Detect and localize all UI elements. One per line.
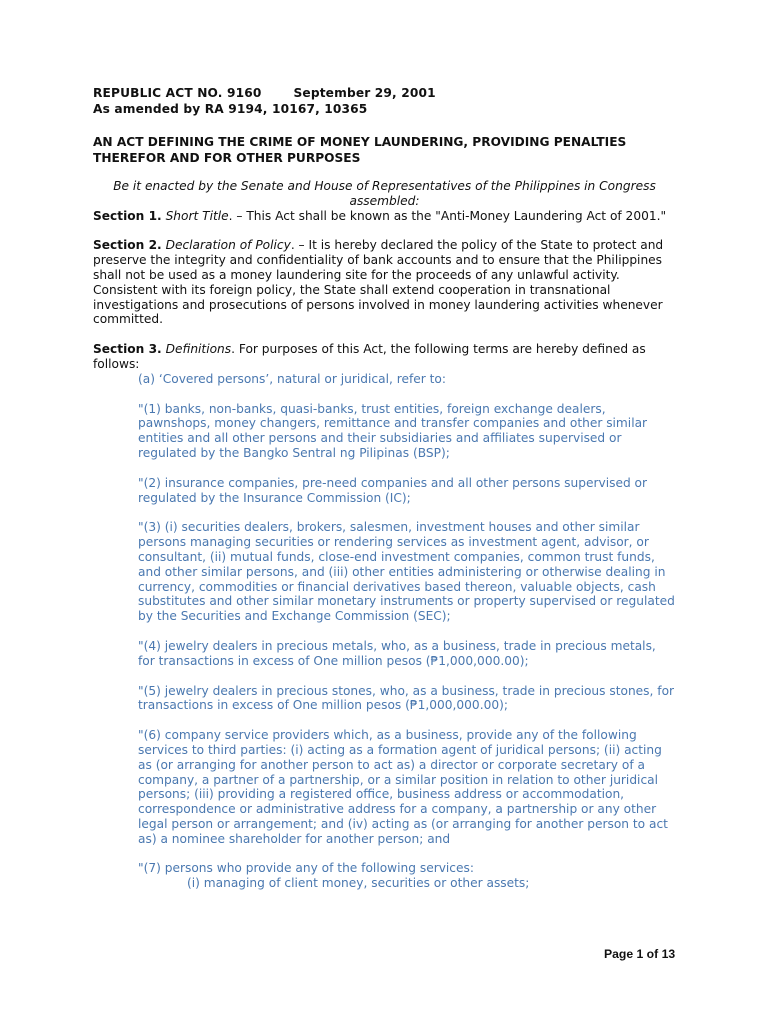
section-2-label: Section 2. — [93, 238, 162, 253]
covered-item-6: "(6) company service providers which, as a business, provide any of the following services to third parties: (i) acting as a formation agent of juridical persons; (ii) acting as (or arranging for another person to act as) a director or corporate secretary of a company, a partner of a partnership, or a similar position in relation to other juridical persons; (iii) providing a registered office, business address or accommodation, correspondence or administrative address for a company, a partnership or any other legal person or arrangement; and (iv) acting as (or arranging for another person to act as) a nominee shareholder for another person; and — [138, 728, 668, 846]
enacting-clause: Be it enacted by the Senate and House of Representatives of the Philippines in Congress assembled: — [113, 179, 656, 208]
section-1-heading: Short Title — [165, 208, 229, 223]
document-page — [93, 86, 676, 891]
section-1 — [93, 209, 676, 224]
covered-persons-clause: (a) ‘Covered persons’, natural or juridical, refer to: — [138, 371, 446, 386]
covered-item-2: "(2) insurance companies, pre-need companies and all other persons supervised or regulated by the Insurance Commission (IC); — [138, 475, 648, 505]
section-3 — [93, 342, 676, 372]
covered-sub-item-i: (i) managing of client money, securities or other assets; — [187, 876, 530, 891]
section-2-heading: Declaration of Policy — [165, 238, 291, 253]
act-date: September 29, 2001 — [293, 86, 436, 100]
section-2 — [93, 238, 676, 327]
section-1-text: . – This Act shall be known as the "Anti-Money Laundering Act of 2001." — [228, 208, 667, 223]
act-title: AN ACT DEFINING THE CRIME OF MONEY LAUNDERING, PROVIDING PENALTIES THEREFOR AND FOR OTHER PURPOSES — [93, 135, 627, 165]
amendment-line: As amended by RA 9194, 10167, 10365 — [93, 101, 368, 116]
page-number: Page 1 of 13 — [604, 947, 676, 961]
section-2-text: . – It is hereby declared the policy of the State to protect and preserve the integrity and confidentiality of bank accounts and to ensure that the Philippines shall not be used as a money laundering site for the proceeds of any unlawful activity. Consistent with its foreign policy, the State shall extend cooperation in transnational investigations and prosecutions of persons involved in money laundering activities whenever committed. — [93, 238, 664, 327]
section-3-heading: Definitions — [165, 342, 232, 357]
document-header — [93, 86, 676, 117]
act-number: REPUBLIC ACT NO. 9160 — [93, 86, 262, 100]
covered-item-7: "(7) persons who provide any of the following services: — [138, 861, 474, 876]
act-number-line — [93, 86, 676, 102]
section-3-text: . For purposes of this Act, the following terms are hereby defined as follows: — [93, 342, 646, 371]
section-3-label: Section 3. — [93, 342, 162, 357]
section-1-label: Section 1. — [93, 208, 162, 223]
covered-item-3: "(3) (i) securities dealers, brokers, salesmen, investment houses and other similar persons managing securities or rendering services as investment agent, advisor, or consultant, (ii) mutual funds, close-end investment companies, common trust funds, and other similar persons, and (iii) other entities administering or otherwise dealing in currency, commodities or financial derivatives based thereon, valuable objects, cash substitutes and other similar monetary instruments or property supervised or regulated by the Securities and Exchange Commission (SEC); — [138, 520, 675, 624]
covered-item-4: "(4) jewelry dealers in precious metals, who, as a business, trade in precious metals, for transactions in excess of One million pesos (₱1,000,000.00); — [138, 638, 656, 668]
covered-item-5: "(5) jewelry dealers in precious stones, who, as a business, trade in precious stones, for transactions in excess of One million pesos (₱1,000,000.00); — [138, 683, 675, 713]
covered-item-1: "(1) banks, non-banks, quasi-banks, trust entities, foreign exchange dealers, pawnshops, money changers, remittance and transfer companies and other similar entities and all other persons and their subsidiaries and affiliates supervised or regulated by the Bangko Sentral ng Pilipinas (BSP); — [138, 401, 648, 460]
